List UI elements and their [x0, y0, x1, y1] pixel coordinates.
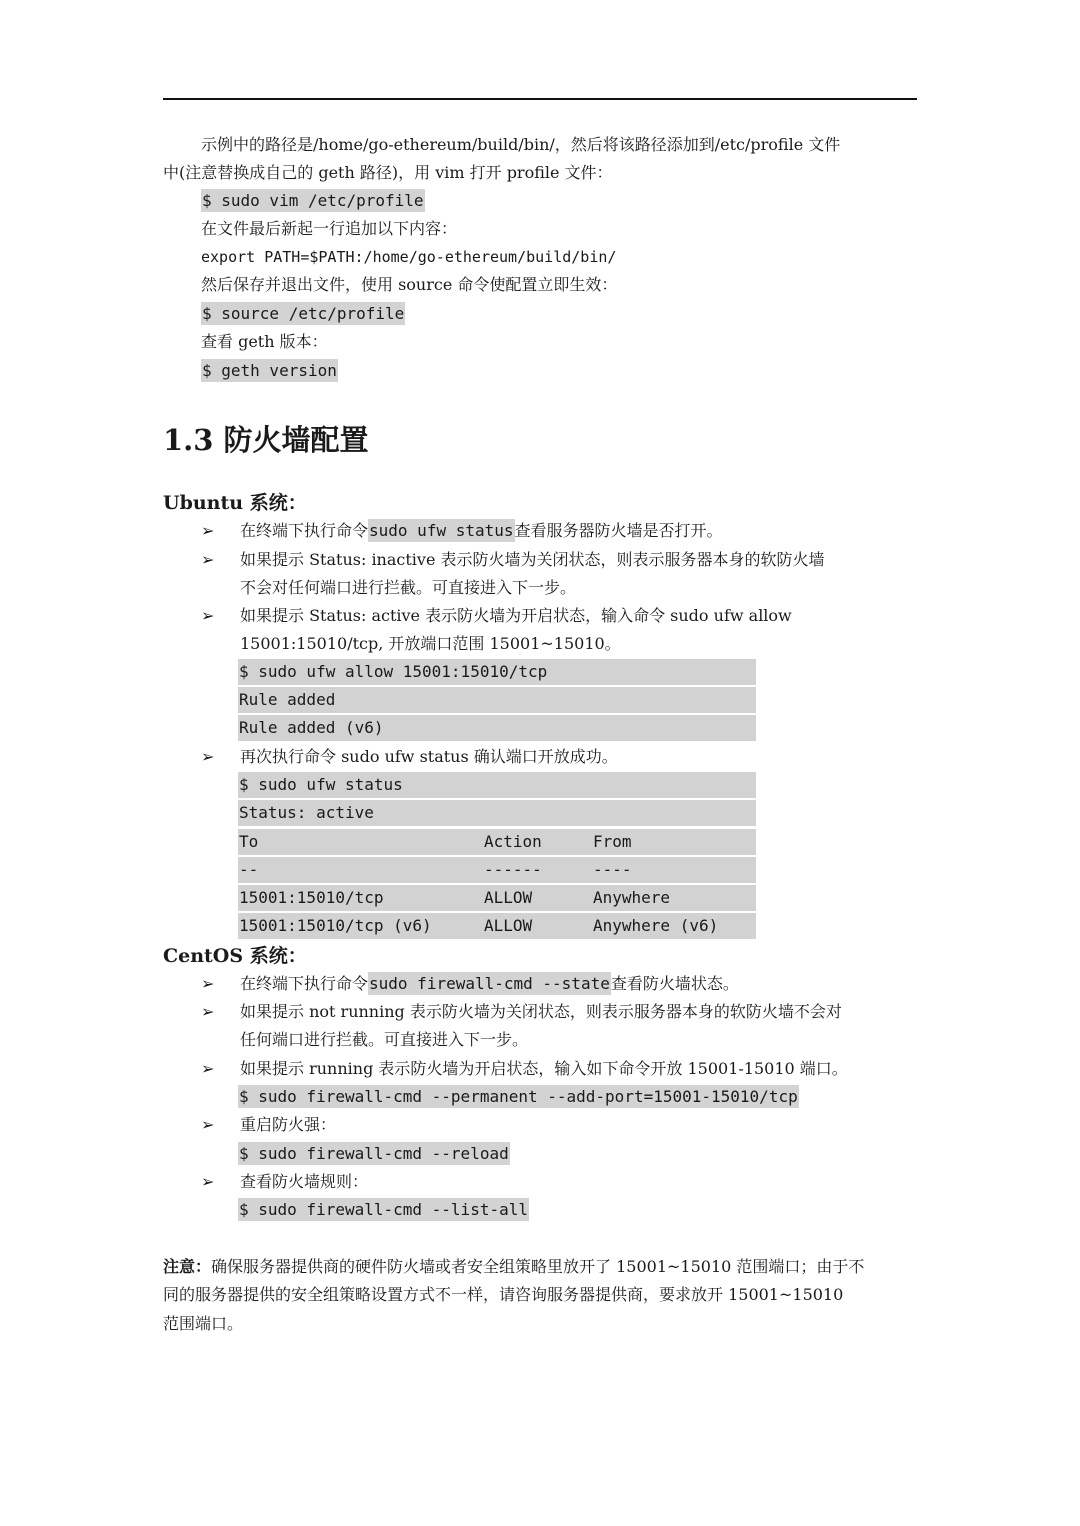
- cmd-version: [201, 357, 338, 385]
- ubuntu-bullet-4: 再次执行命令 sudo ufw status 确认端口开放成功。: [240, 747, 618, 766]
- cmd-source-text: $ source /etc/profile: [202, 304, 405, 323]
- export-line: export PATH=$PATH:/home/go-ethereum/build/bin/: [201, 248, 617, 266]
- table-cell: To: [239, 832, 259, 851]
- ubuntu-title: Ubuntu 系统：: [163, 492, 307, 514]
- ubuntu-bullet-2-line-1: 如果提示 Status: inactive 表示防火墙为关闭状态，则表示服务器本身的软防火墙: [240, 550, 825, 569]
- centos-b1-cmd: sudo firewall-cmd --state: [369, 974, 610, 993]
- table-cell: Anywhere: [593, 888, 671, 907]
- ubuntu-bullet-2-line-2: 不会对任何端口进行拦截。可直接进入下一步。: [240, 578, 577, 597]
- bullet-arrow-icon: ➢: [201, 1172, 215, 1191]
- note-line-1: [163, 1253, 864, 1281]
- centos-bullet-4: 重启防火强：: [240, 1115, 337, 1134]
- cmd-add-port: [238, 1083, 799, 1111]
- table-cell: ------: [484, 860, 542, 879]
- code-line: Status: active: [238, 800, 756, 826]
- centos-title: CentOS 系统：: [163, 945, 307, 967]
- bullet-arrow-icon: ➢: [201, 1002, 215, 1021]
- cmd-vim: [201, 187, 425, 215]
- intro-line-2: 中(注意替换成自己的 geth 路径)，用 vim 打开 profile 文件：: [163, 163, 613, 182]
- table-cell: ----: [593, 860, 632, 879]
- intro-line-1: 示例中的路径是/home/go-ethereum/build/bin/，然后将该路径添加到/etc/profile 文件: [201, 135, 841, 154]
- ubuntu-b1-cmd: sudo ufw status: [369, 521, 514, 540]
- check-version: 查看 geth 版本：: [201, 332, 328, 351]
- cmd-list-all-text: $ sudo firewall-cmd --list-all: [239, 1200, 528, 1219]
- centos-bullet-2-line-2: 任何端口进行拦截。可直接进入下一步。: [240, 1030, 529, 1049]
- centos-b1-pre: 在终端下执行命令: [240, 974, 369, 993]
- table-row: [238, 885, 756, 911]
- bullet-arrow-icon: ➢: [201, 606, 215, 625]
- table-cell: From: [593, 832, 632, 851]
- table-row: [238, 857, 756, 883]
- section-heading: 1.3 防火墙配置: [163, 423, 369, 457]
- ubuntu-bullet-3-line-1: 如果提示 Status: active 表示防火墙为开启状态，输入命令 sudo ufw allow: [240, 606, 792, 625]
- centos-bullet-5: 查看防火墙规则：: [240, 1172, 369, 1191]
- table-cell: Action: [484, 832, 542, 851]
- centos-b1-post: 查看防火墙状态。: [610, 974, 739, 993]
- table-cell: --: [239, 860, 259, 879]
- code-line: Rule added: [238, 687, 756, 713]
- note-line-3: 范围端口。: [163, 1314, 244, 1333]
- centos-bullet-3: 如果提示 running 表示防火墙为开启状态，输入如下命令开放 15001-15010 端口。: [240, 1059, 848, 1078]
- table-cell: 15001:15010/tcp (v6): [239, 916, 432, 935]
- cmd-reload: [238, 1140, 510, 1168]
- table-cell: ALLOW: [484, 916, 533, 935]
- save-note: 然后保存并退出文件，使用 source 命令使配置立即生效：: [201, 275, 618, 294]
- note-label: 注意：: [163, 1257, 212, 1276]
- ubuntu-b1-pre: 在终端下执行命令: [240, 521, 369, 540]
- bullet-arrow-icon: ➢: [201, 747, 215, 766]
- table-cell: ALLOW: [484, 888, 533, 907]
- cmd-version-text: $ geth version: [202, 361, 337, 380]
- code-line: Rule added (v6): [238, 715, 756, 741]
- code-line: $ sudo ufw status: [238, 772, 756, 798]
- header-rule: [163, 98, 917, 100]
- code-line: $ sudo ufw allow 15001:15010/tcp: [238, 659, 756, 685]
- cmd-list-all: [238, 1196, 529, 1224]
- table-cell: Anywhere (v6): [593, 916, 719, 935]
- bullet-arrow-icon: ➢: [201, 974, 215, 993]
- ubuntu-bullet-1: [240, 517, 723, 545]
- bullet-arrow-icon: ➢: [201, 521, 215, 540]
- cmd-add-port-text: $ sudo firewall-cmd --permanent --add-port=15001-15010/tcp: [239, 1087, 798, 1106]
- table-cell: 15001:15010/tcp: [239, 888, 384, 907]
- bullet-arrow-icon: ➢: [201, 1059, 215, 1078]
- append-note: 在文件最后新起一行追加以下内容：: [201, 219, 458, 238]
- centos-bullet-2-line-1: 如果提示 not running 表示防火墙为关闭状态，则表示服务器本身的软防火墙不会对: [240, 1002, 842, 1021]
- table-row: [238, 829, 756, 855]
- table-row: [238, 913, 756, 939]
- note-text-1: 确保服务器提供商的硬件防火墙或者安全组策略里放开了 15001~15010 范围端口；由于不: [211, 1257, 865, 1276]
- cmd-reload-text: $ sudo firewall-cmd --reload: [239, 1144, 509, 1163]
- bullet-arrow-icon: ➢: [201, 1115, 215, 1134]
- centos-bullet-1: [240, 970, 739, 998]
- cmd-vim-text: $ sudo vim /etc/profile: [202, 191, 424, 210]
- cmd-source: [201, 300, 405, 328]
- ubuntu-bullet-3-line-2: 15001:15010/tcp, 开放端口范围 15001~15010。: [240, 634, 621, 653]
- ubuntu-b1-post: 查看服务器防火墙是否打开。: [514, 521, 723, 540]
- note-line-2: 同的服务器提供的安全组策略设置方式不一样，请咨询服务器提供商，要求放开 15001~15010: [163, 1285, 844, 1304]
- bullet-arrow-icon: ➢: [201, 550, 215, 569]
